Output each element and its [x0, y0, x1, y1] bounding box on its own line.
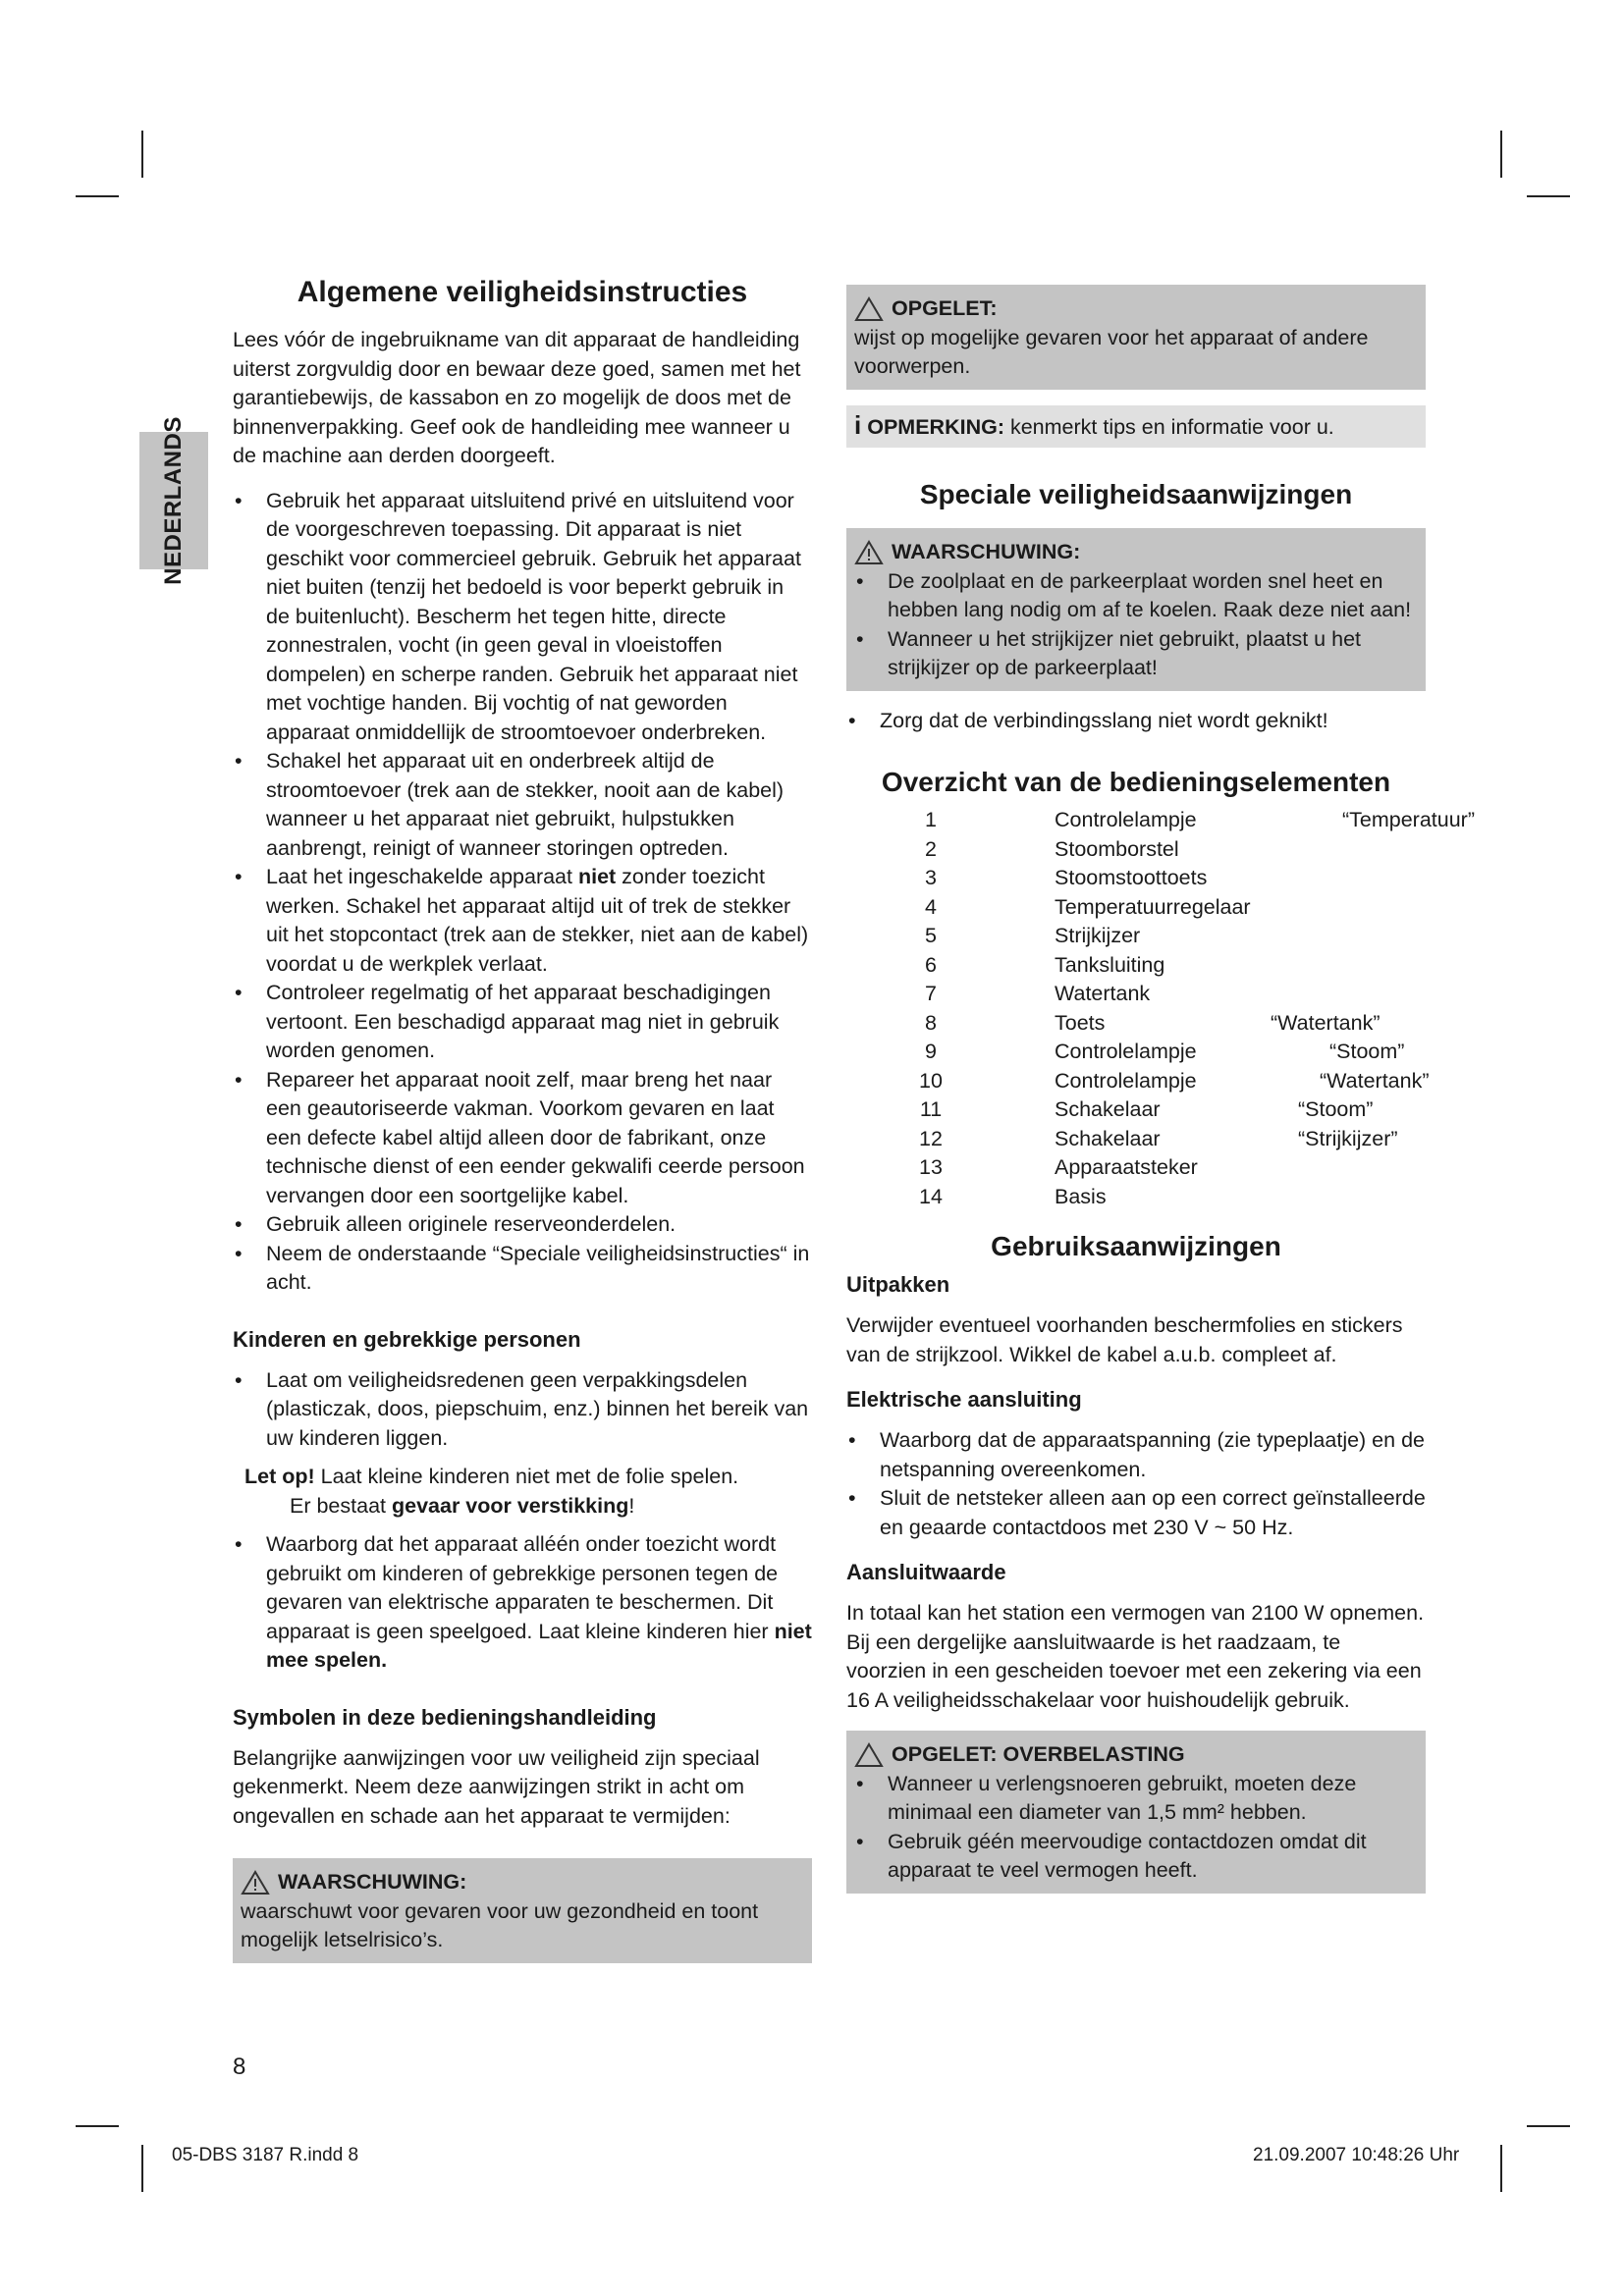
control-row: 5 Strijkijzer: [925, 924, 1141, 947]
letop-note: Let op! Laat kleine kinderen niet met de folie spelen. Er bestaat gevaar voor verstikking!: [244, 1465, 739, 1518]
list-item: • Wanneer u het strijkijzer niet gebruikt, plaatst u het strijkijzer op de parkeerplaat!: [854, 625, 1418, 683]
special-warning-title: WAARSCHUWING:: [892, 540, 1081, 563]
control-row: 8 Toets “Watertank”: [925, 1010, 1380, 1035]
language-side-tab: [139, 416, 208, 585]
list-item: • Waarborg dat de apparaatspanning (zie typeplaatje) en de netspanning overeenkomen.: [846, 1426, 1426, 1484]
control-row: 3 Stoomstoottoets: [925, 866, 1208, 889]
list-item: • Repareer het apparaat nooit zelf, maar breng het naar een geautoriseerde vakman. Voorkom gevaren en laat een defecte kabel altijd alleen door de fabrikant, onze technische dienst of een eender gekwalifi ceerde persoon vervangen door een soortgelijke kabel.: [233, 1066, 812, 1211]
footer-file: 05-DBS 3187 R.indd 8: [172, 2145, 359, 2165]
control-row: 4 Temperatuurregelaar: [925, 894, 1251, 919]
control-row: 1 Controlelampje “Temperatuur”: [925, 808, 1475, 831]
control-row: 6 Tanksluiting: [925, 952, 1165, 977]
special-safety-title: Speciale veiligheidsaanwijzingen: [919, 479, 1353, 509]
crop-mark: [1527, 195, 1570, 197]
overload-box: [846, 1731, 1426, 1894]
caution-triangle-icon: [854, 1742, 884, 1768]
list-item: • Gebruik alleen originele reserveonderdelen.: [233, 1210, 812, 1240]
warning-box-text: waarschuwt voor gevaren voor uw gezondheid en toont mogelijk letselrisico’s.: [241, 1898, 759, 1951]
control-row: 11 Schakelaar “Stoom”: [919, 1097, 1374, 1121]
caution-box-title: OPGELET:: [892, 296, 998, 320]
language-label: NEDERLANDS: [160, 416, 187, 585]
connection-heading: Aansluitwaarde: [846, 1560, 1006, 1584]
page-number: 8: [233, 2054, 246, 2080]
note-label: OPMERKING:: [867, 414, 1004, 439]
unpack-heading: Uitpakken: [846, 1272, 950, 1297]
note-text: kenmerkt tips en informatie voor u.: [1003, 414, 1334, 439]
control-row: 13 Apparaatsteker: [919, 1155, 1198, 1179]
crop-mark: [141, 2145, 143, 2192]
list-item: • Laat het ingeschakelde apparaat niet zonder toezicht werken. Schakel het apparaat altijd uit of trek de stekker uit het stopcontact (trek aan de stekker, niet aan de kabel) voordat u de werkplek verlaat.: [233, 863, 812, 979]
crop-mark: [76, 195, 119, 197]
safety-list: [233, 487, 812, 1298]
overload-title: OPGELET: OVERBELASTING: [892, 1742, 1185, 1766]
warning-box: [233, 1858, 812, 1963]
electric-heading: Elektrische aansluiting: [846, 1387, 1082, 1412]
list-item: • Schakel het apparaat uit en onderbreek altijd de stroomtoevoer (trek aan de stekker, nooit aan de kabel) wanneer u het apparaat niet gebruikt, hulpstukken aanbrengt, reinigt of wanneer storingen optreden.: [233, 747, 812, 863]
control-row: 12 Schakelaar “Strijkijzer”: [919, 1126, 1398, 1150]
crop-mark: [1527, 2125, 1570, 2127]
crop-mark: [1500, 2145, 1502, 2192]
symbols-paragraph: Belangrijke aanwijzingen voor uw veiligheid zijn speciaal gekenmerkt. Neem deze aanwijzingen strikt in acht om ongevallen en schade aan het apparaat te vermijden:: [233, 1745, 760, 1828]
caution-box-text: wijst op mogelijke gevaren voor het apparaat of andere voorwerpen.: [854, 325, 1369, 378]
warning-triangle-icon: [854, 540, 884, 565]
controls-list: [846, 806, 1475, 1211]
control-row: 2 Stoomborstel: [925, 836, 1179, 861]
footer-timestamp: 21.09.2007 10:48:26 Uhr: [1253, 2145, 1460, 2165]
special-warning-list: [854, 567, 1418, 683]
list-item: • Waarborg dat het apparaat alléén onder toezicht wordt gebruikt om kinderen of gebrekkige personen tegen de gevaren van elektrische apparaten te beschermen. Dit apparaat is geen speelgoed. Laat kleine kinderen hier niet mee spelen.: [233, 1530, 812, 1676]
note-box: [846, 405, 1426, 449]
children-heading: Kinderen en gebrekkige personen: [233, 1326, 581, 1352]
children-list-2: [233, 1530, 812, 1676]
left-column: [233, 273, 812, 1963]
list-item: • Laat om veiligheidsredenen geen verpakkingsdelen (plasticzak, doos, piepschuim, enz.) binnen het bereik van uw kinderen liggen.: [233, 1366, 812, 1454]
info-icon: i: [854, 409, 862, 440]
control-row: 7 Watertank: [925, 982, 1151, 1005]
connection-paragraph: In totaal kan het station een vermogen van 2100 W opnemen. Bij een dergelijke aansluitwaarde is het raadzaam, te voorzien in een gescheiden toevoer met een zekering via een 16 A veiligheidsschakelaar voor huishoudelijk gebruik.: [846, 1601, 1425, 1712]
list-item: • Zorg dat de verbindingsslang niet wordt geknikt!: [846, 707, 1426, 736]
control-row: 10 Controlelampje “Watertank”: [919, 1068, 1430, 1093]
general-safety-title: Algemene veiligheidsinstructies: [297, 276, 748, 308]
overload-list: [854, 1770, 1418, 1886]
usage-title: Gebruiksaanwijzingen: [991, 1231, 1281, 1261]
warning-triangle-icon: [241, 1870, 270, 1896]
unpack-paragraph: Verwijder eventueel voorhanden beschermfolies en stickers van de strijkzool. Wikkel de kabel a.u.b. compleet af.: [846, 1313, 1403, 1366]
overview-title: Overzicht van de bedieningselementen: [881, 767, 1391, 797]
electric-list: [846, 1426, 1426, 1542]
caution-box: [846, 285, 1426, 390]
children-list: [233, 1366, 812, 1454]
list-item: • Wanneer u verlengsnoeren gebruikt, moeten deze minimaal een diameter van 1,5 mm² hebben.: [854, 1770, 1418, 1828]
list-item: • Controleer regelmatig of het apparaat beschadigingen vertoont. Een beschadigd apparaat mag niet in gebruik worden genomen.: [233, 979, 812, 1066]
special-list: [846, 707, 1426, 736]
control-row: 9 Controlelampje “Stoom”: [925, 1040, 1405, 1063]
intro-paragraph: Lees vóór de ingebruikname van dit apparaat de handleiding uiterst zorgvuldig door en bewaar deze goed, samen met het garantiebewijs, de kassabon en zo mogelijk de doos met de binnenverpakking. Geef ook de handleiding mee wanneer u de machine aan derden doorgeeft.: [233, 328, 801, 467]
warning-box-title: WAARSCHUWING:: [278, 1870, 467, 1894]
symbols-heading: Symbolen in deze bedieningshandleiding: [233, 1704, 657, 1730]
list-item: • Gebruik het apparaat uitsluitend privé en uitsluitend voor de voorgeschreven toepassing. Dit apparaat is niet geschikt voor commercieel gebruik. Gebruik het apparaat niet buiten (tenzij het bedoeld is voor beperkt gebruik in de buitenlucht). Bescherm het tegen hitte, directe zonnestralen, vocht (in geen geval in vloeistoffen dompelen) en scherpe randen. Gebruik het apparaat niet met vochtige handen. Bij vochtig of nat geworden apparaat onmiddellijk de stroomtoevoer onderbreken.: [233, 487, 812, 748]
list-item: • Sluit de netsteker alleen aan op een correct geïnstalleerde en geaarde contactdoos met 230 V ~ 50 Hz.: [846, 1484, 1426, 1542]
caution-triangle-icon: [854, 296, 884, 322]
crop-mark: [76, 2125, 119, 2127]
list-item: • Neem de onderstaande “Speciale veiligheidsinstructies“ in acht.: [233, 1240, 812, 1298]
right-column: [846, 285, 1475, 1894]
special-warning-box: [846, 528, 1426, 691]
list-item: • De zoolplaat en de parkeerplaat worden snel heet en hebben lang nodig om af te koelen. Raak deze niet aan!: [854, 567, 1418, 625]
crop-mark: [141, 131, 143, 178]
control-row: 14 Basis: [919, 1184, 1107, 1208]
list-item: • Gebruik géén meervoudige contactdozen omdat dit apparaat te veel vermogen heeft.: [854, 1828, 1418, 1886]
crop-mark: [1500, 131, 1502, 178]
